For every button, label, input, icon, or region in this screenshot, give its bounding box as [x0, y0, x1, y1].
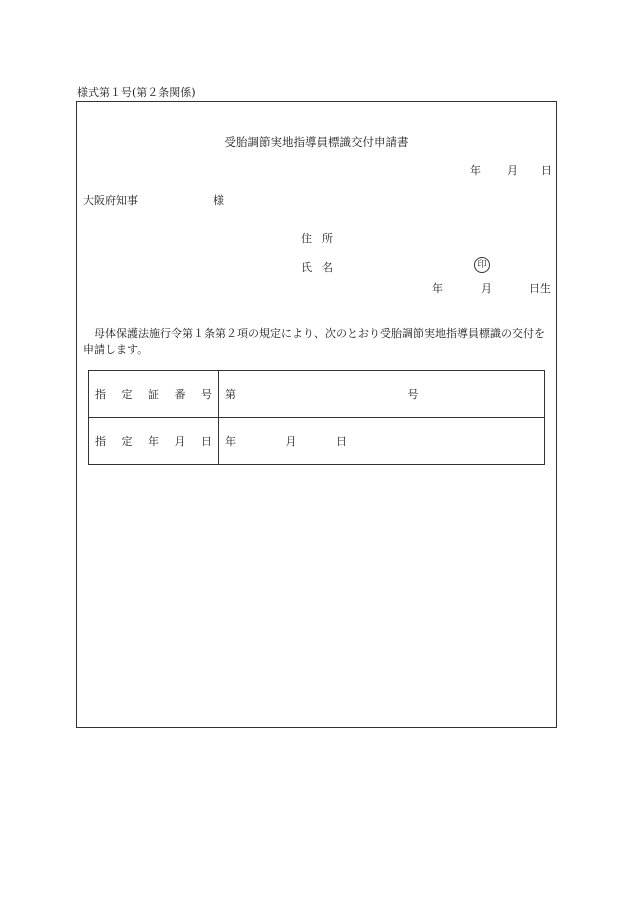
cert-number-label — [89, 371, 219, 418]
label-char: 号 — [201, 388, 212, 401]
designation-date-field[interactable] — [219, 418, 545, 465]
designation-table — [88, 370, 545, 465]
address-label-1: 住 — [301, 232, 312, 245]
label-char: 指 — [95, 435, 106, 448]
label-char: 年 — [148, 435, 159, 448]
designation-month: 月 — [285, 435, 297, 448]
birth-year: 年 — [432, 282, 443, 295]
application-statement — [83, 326, 551, 358]
label-char: 月 — [174, 435, 186, 448]
label-char: 証 — [148, 388, 159, 401]
label-char: 番 — [174, 388, 186, 401]
label-char: 定 — [121, 435, 133, 448]
designation-date-label — [89, 418, 219, 465]
cert-number-suffix: 号 — [407, 388, 419, 401]
addressee-honorific: 様 — [213, 194, 224, 207]
name-label-2: 名 — [322, 261, 333, 274]
date-month: 月 — [507, 164, 518, 177]
label-char: 指 — [95, 388, 106, 401]
table-row — [89, 418, 545, 465]
date-year: 年 — [470, 164, 481, 177]
birth-day: 日生 — [529, 282, 551, 295]
seal-icon: 印 — [474, 257, 490, 273]
form-title: 受胎調節実地指導員標識交付申請書 — [224, 135, 409, 149]
addressee-name: 大阪府知事 — [83, 194, 138, 207]
application-form-frame — [76, 101, 557, 728]
cert-number-prefix: 第 — [225, 388, 236, 401]
date-day: 日 — [541, 164, 552, 177]
label-char: 日 — [201, 435, 212, 448]
statement-text: 母体保護法施行令第１条第２項の規定により、次のとおり受胎調節実地指導員標識の交付を申請します。 — [83, 327, 545, 356]
birth-month: 月 — [481, 282, 492, 295]
cert-number-field[interactable] — [219, 371, 545, 418]
table-row — [89, 371, 545, 418]
label-char: 定 — [121, 388, 133, 401]
form-number-label: 様式第１号(第２条関係) — [77, 86, 196, 99]
address-label-2: 所 — [322, 232, 333, 245]
designation-day: 日 — [336, 435, 347, 448]
designation-year: 年 — [225, 435, 236, 448]
name-label-1: 氏 — [301, 261, 312, 274]
